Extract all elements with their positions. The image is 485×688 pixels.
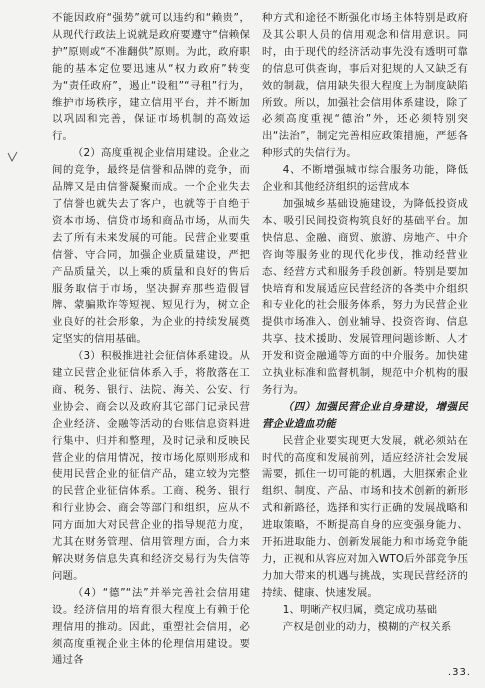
section-heading-4: 4、不断增强城市综合服务功能，降低企业和其他经济组织的运营成本 (262, 164, 468, 194)
left-column (52, 10, 250, 669)
margin-pencil-mark (6, 150, 20, 164)
left-paragraph-1: 不能因政府“强势”就可以违约和“赖贵”，从现代行政法上说就是政府要遵守“信赖保护”原则或“不准翻供”原则。为此，政府职能的基本定位要迅速从“权力政府”转变为“责任政府”，遏止“设租”“寻租”行为，维护市场秩序，建立信用平台，并不断加以巩固和完善，保证市场机制的高效运行。 (52, 12, 250, 143)
subsection-heading-1: 1、明晰产权归属，奠定成功基础 (282, 603, 438, 616)
right-paragraph-3: 民营企业要实现更大发展，就必须站在时代的高度和发展前列，适应经济社会发展需要，抓住一切可能的机遇，大胆探索企业组织、制度、产品、市场和技术创新的新形式和新路径，选择和实行正确的发展战略和进取策略，不断提高自身的应变强身能力、开拓进取能力、创新发展能力和市场竞争能力，正视和从容应对加入WTO后外部竞争压力加大带来的机遇与挑战，实现民营经济的持续、健康、快速发展。 (262, 434, 468, 599)
right-paragraph-2: 加强城乡基础设施建设，为降低投资成本、吸引民间投资构筑良好的基础平台。加快信息、金融、商贸、旅游、房地产、中介咨询等服务业的现代化步伐，推动经营业态、经营方式和服务手段创新。特别是要加快培育和发展适应民营经济的各类中介组织和专业化的社会服务体系，努力为民营企业提供市场准入、创业辅导、投资咨询、信息共享、技术援助、发展管理问题诊断、人才开发和资金融通等方面的中介服务。加快建立执业标准和监督机制，规范中介机构的服务行为。 (262, 197, 468, 396)
right-paragraph-5: 产权是创业的动力，模糊的产权关系 (282, 620, 452, 633)
left-paragraph-2: （2）高度重视企业信用建设。企业之间的竞争，最终是信誉和品牌的竞争，而品牌又是由信誉凝聚而成。一个企业失去了信誉也就失去了客户，也就等于自绝于资本市场、信贷市场和商品市场，从而失去了所有未来发展的可能。民营企业要重信誉、守合同，加强企业质量建设，严把产品质量关，以上乘的质量和良好的售后服务取信于市场，坚决摒弃那些造假冒牌、蒙骗欺诈等短视、短见行为，树立企业良好的社会形象，为企业的持续发展奠定坚实的信用基础。 (52, 147, 250, 346)
right-column (262, 10, 468, 636)
section-heading-four: （四）加强民营企业自身建设，增强民营企业造血功能 (262, 400, 468, 430)
left-paragraph-3: （3）积极推进社会征信体系建设。从建立民营企业征信体系入手，将散落在工商、税务、银行、法院、海关、公安、行业协会、商会以及政府其它部门记录民营企业经济、金融等活动的台账信息资料进行集中、归并和整理，及时记录和反映民营企业的信用情况，按市场化原则形成和使用民营企业的征信产品，建立较为完整的民营企业征信体系。工商、税务、银行和行业协会、商会等部门和组织，应从不同方面加大对民营企业的指导规范力度，尤其在财务管理、信用管理方面，合力来解决财务信息失真和经济交易行为失信等问题。 (52, 350, 250, 582)
page-number: .33. (447, 667, 471, 678)
right-paragraph-1: 种方式和途径不断强化市场主体特别是政府及其公职人员的信用观念和信用意识。同时，由于现代的经济活动事先没有透明可靠的信息可供查询，事后对犯规的人又缺乏有效的制裁，信用缺失很大程度上为制度缺陷所致。所以，加强社会信用体系建设，除了必须高度重视“德治”外，还必须特别突出“法治”，制定完善相应政策措施，严惩各种形式的失信行为。 (262, 12, 468, 160)
left-paragraph-4: （4）“德”“法”并举完善社会信用建设。经济信用的培育很大程度上有赖于伦理信用的推动。因此，重塑社会信用，必须高度重视企业主体的伦理信用建设。要通过各 (52, 586, 250, 667)
